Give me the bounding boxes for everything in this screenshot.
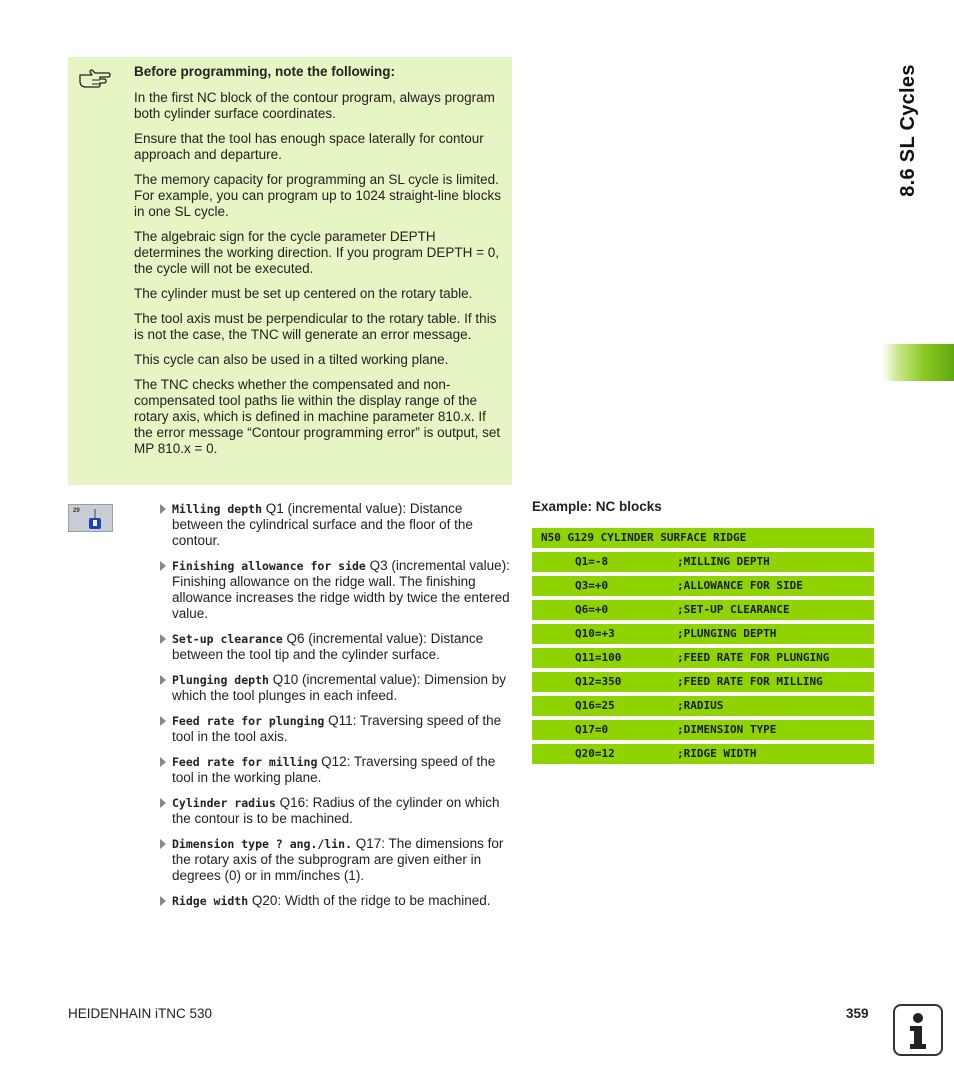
nc-param: Q6=+0 [575, 603, 609, 616]
arrow-right-icon [160, 561, 166, 571]
parameter-name: Milling depth [172, 502, 263, 516]
nc-header-text: N50 G129 CYLINDER SURFACE RIDGE [541, 531, 747, 544]
parameter-name: Feed rate for milling [172, 755, 318, 769]
softkey-number: 29 [73, 508, 80, 514]
parameter-name: Plunging depth [172, 673, 269, 687]
cycle-29-softkey[interactable] [68, 504, 113, 532]
arrow-right-icon [160, 896, 166, 906]
parameter-name: Finishing allowance for side [172, 559, 366, 573]
chapter-title [888, 40, 928, 220]
parameter-item [158, 795, 514, 827]
nc-param: Q16=25 [575, 699, 615, 712]
nc-param: Q3=+0 [575, 579, 609, 592]
nc-comment: ;PLUNGING DEPTH [677, 627, 777, 640]
nc-comment: ;RADIUS [677, 699, 724, 712]
nc-param: Q10=+3 [575, 627, 615, 640]
nc-row [532, 744, 874, 764]
parameter-description: Q20: Width of the ridge to be machined. [248, 893, 491, 908]
cylinder-surface-ridge-icon [69, 505, 114, 533]
nc-row [532, 624, 874, 644]
nc-row [532, 696, 874, 716]
parameter-description: Q16: Radius of the cylinder on which the contour is to be machined. [172, 795, 500, 826]
chapter-title-text: 8.6 SL Cycles [896, 63, 919, 197]
parameter-name: Ridge width [172, 894, 249, 908]
note-paragraph: Ensure that the tool has enough space laterally for contour approach and departure. [134, 131, 484, 162]
note-heading: Before programming, note the following: [134, 64, 395, 79]
parameter-description: Q10 (incremental value): Dimension by which the tool plunges in each infeed. [172, 672, 507, 703]
parameter-description: Q11: Traversing speed of the tool in the tool axis. [172, 713, 502, 744]
nc-comment: ;RIDGE WIDTH [677, 747, 757, 760]
chapter-tab-marker [882, 344, 954, 381]
nc-param: Q11=100 [575, 651, 622, 664]
pointing-hand-icon [78, 67, 112, 89]
parameter-item [158, 836, 514, 884]
parameter-item [158, 713, 514, 745]
parameter-description: Q1 (incremental value): Distance between the cylindrical surface and the floor of the contour. [172, 501, 473, 548]
parameter-item [158, 501, 514, 549]
nc-comment: ;MILLING DEPTH [677, 555, 770, 568]
parameter-name: Cylinder radius [172, 796, 276, 810]
note-paragraph: In the first NC block of the contour program, always program both cylinder surface coordinates. [134, 90, 495, 121]
arrow-right-icon [160, 839, 166, 849]
info-icon[interactable] [893, 1004, 943, 1056]
nc-param: Q1=-8 [575, 555, 609, 568]
nc-param: Q12=350 [575, 675, 622, 688]
note-content [134, 64, 506, 466]
arrow-right-icon [160, 634, 166, 644]
arrow-right-icon [160, 716, 166, 726]
arrow-right-icon [160, 504, 166, 514]
parameter-item [158, 558, 514, 622]
note-paragraph: The tool axis must be perpendicular to the rotary table. If this is not the case, the TNC will generate an error message. [134, 311, 497, 342]
parameter-list [158, 501, 514, 918]
parameter-item [158, 754, 514, 786]
note-paragraph: The memory capacity for programming an SL cycle is limited. For example, you can program up to 1024 straight-line blocks in one SL cycle. [134, 172, 501, 219]
nc-comment: ;FEED RATE FOR PLUNGING [677, 651, 830, 664]
nc-comment: ;ALLOWANCE FOR SIDE [677, 579, 803, 592]
parameter-description: Q6 (incremental value): Distance between the tool tip and the cylinder surface. [172, 631, 484, 662]
nc-param: Q20=12 [575, 747, 615, 760]
nc-row [532, 720, 874, 740]
parameter-item [158, 631, 514, 663]
nc-row [532, 672, 874, 692]
parameter-name: Dimension type ? ang./lin. [172, 837, 353, 851]
arrow-right-icon [160, 675, 166, 685]
parameter-description: Q17: The dimensions for the rotary axis of the subprogram are given either in degrees (0) or in mm/inches (1). [172, 836, 504, 883]
footer-product-name: HEIDENHAIN iTNC 530 [68, 1006, 213, 1021]
parameter-item [158, 672, 514, 704]
note-paragraph: The algebraic sign for the cycle parameter DEPTH determines the working direction. If you program DEPTH = 0, the cycle will not be executed. [134, 229, 500, 276]
nc-row [532, 552, 874, 572]
nc-row [532, 576, 874, 596]
nc-comment: ;SET-UP CLEARANCE [677, 603, 790, 616]
nc-comment: ;FEED RATE FOR MILLING [677, 675, 823, 688]
nc-row [532, 648, 874, 668]
arrow-right-icon [160, 757, 166, 767]
arrow-right-icon [160, 798, 166, 808]
parameter-name: Feed rate for plunging [172, 714, 325, 728]
parameter-description: Q12: Traversing speed of the tool in the working plane. [172, 754, 496, 785]
note-paragraph: The TNC checks whether the compensated and non-compensated tool paths lie within the display range of the rotary axis, which is defined in machine parameter 810.x. If the error message “Contour programming error” is output, set MP 810.x = 0. [134, 377, 501, 456]
note-paragraph: This cycle can also be used in a tilted working plane. [134, 352, 449, 367]
parameter-item [158, 893, 514, 909]
nc-row [532, 600, 874, 620]
nc-block-table [532, 528, 874, 768]
note-paragraph: The cylinder must be set up centered on the rotary table. [134, 286, 473, 301]
parameter-description: Q3 (incremental value): Finishing allowance on the ridge wall. The finishing allowance increases the ridge width by twice the entered value. [172, 558, 510, 621]
nc-comment: ;DIMENSION TYPE [677, 723, 777, 736]
nc-param: Q17=0 [575, 723, 609, 736]
example-heading: Example: NC blocks [532, 499, 662, 514]
parameter-name: Set-up clearance [172, 632, 283, 646]
note-box [68, 57, 512, 485]
page-number: 359 [846, 1006, 869, 1021]
info-glyph [895, 1006, 941, 1054]
nc-header-row [532, 528, 874, 548]
